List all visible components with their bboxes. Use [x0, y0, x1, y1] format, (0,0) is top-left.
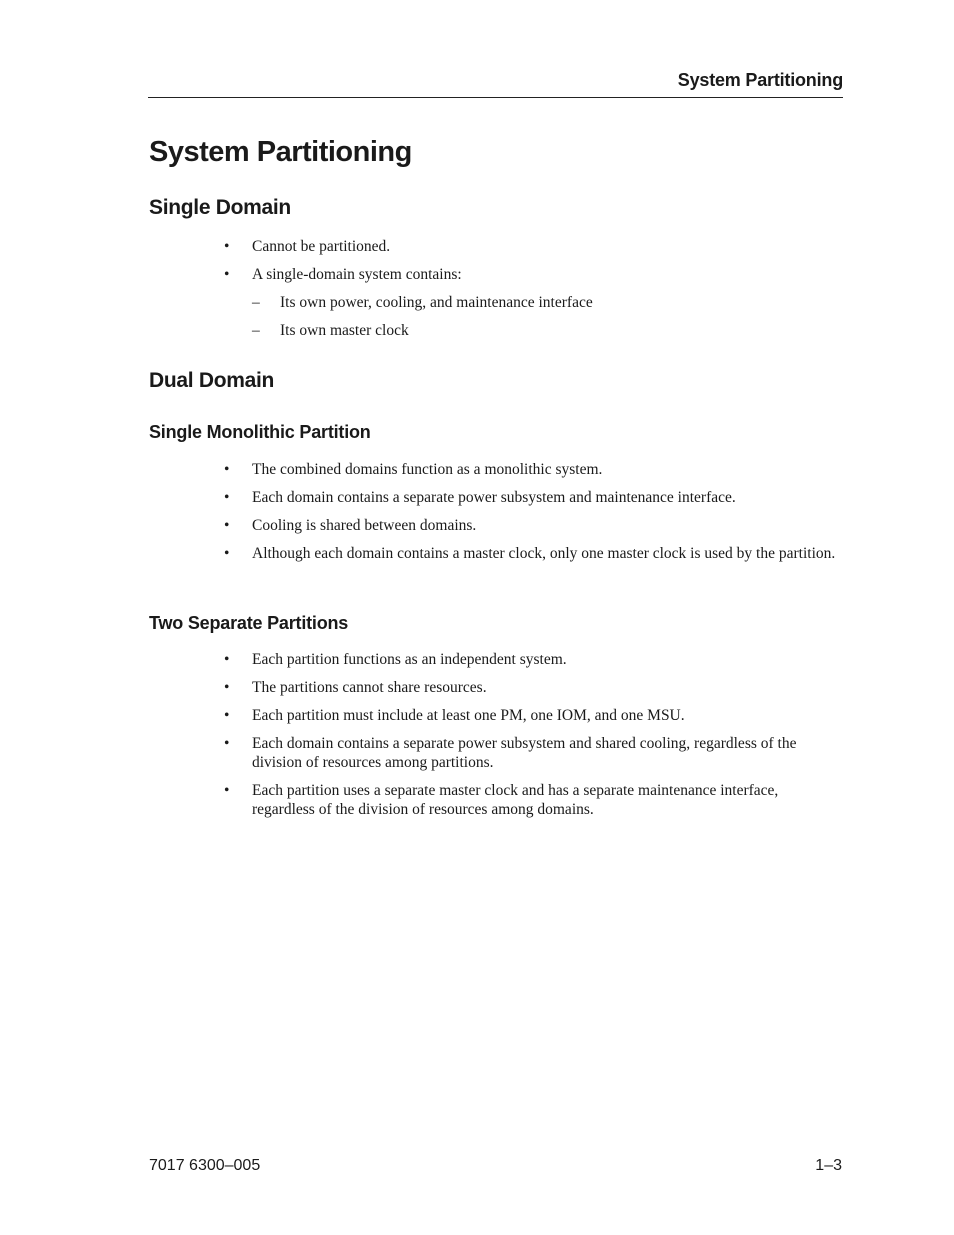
list-item: • Each domain contains a separate power subsystem and shared cooling, regardless of the division of resources among partitions.: [224, 735, 797, 771]
monolithic-list: [224, 460, 844, 572]
separate-partitions-list: [224, 650, 844, 828]
page-title: System Partitioning: [149, 136, 412, 168]
list-item: • Each partition must include at least one PM, one IOM, and one MSU.: [224, 707, 685, 724]
section-heading-dual-domain: Dual Domain: [149, 369, 275, 392]
sub-list-item: – Its own power, cooling, and maintenance interface: [252, 294, 593, 311]
list-item: • A single-domain system contains: – Its own power, cooling, and maintenance interface – Its own master clock: [224, 265, 844, 340]
running-header: System Partitioning: [148, 70, 843, 98]
list-item: • Each domain contains a separate power subsystem and maintenance interface.: [224, 489, 736, 506]
footer-page-number: 1–3: [815, 1157, 842, 1174]
section-heading-single-domain: Single Domain: [149, 196, 291, 219]
list-item: • Each partition functions as an independent system.: [224, 651, 567, 668]
list-item: • The combined domains function as a monolithic system.: [224, 461, 603, 478]
single-domain-sublist: [252, 293, 844, 340]
list-item: • Cooling is shared between domains.: [224, 517, 477, 534]
list-item: • Each partition uses a separate master clock and has a separate maintenance interface, regardless of the division of resources among domains.: [224, 782, 779, 818]
list-item: • The partitions cannot share resources.: [224, 679, 487, 696]
sub-list-item: – Its own master clock: [252, 322, 409, 339]
list-item: • Although each domain contains a master clock, only one master clock is used by the partition.: [224, 545, 836, 562]
single-domain-list: [224, 237, 844, 349]
subsection-heading-separate: Two Separate Partitions: [149, 613, 349, 633]
subsection-heading-monolithic: Single Monolithic Partition: [149, 422, 371, 442]
footer-doc-number: 7017 6300–005: [149, 1157, 261, 1174]
list-item: • Cannot be partitioned.: [224, 238, 391, 255]
